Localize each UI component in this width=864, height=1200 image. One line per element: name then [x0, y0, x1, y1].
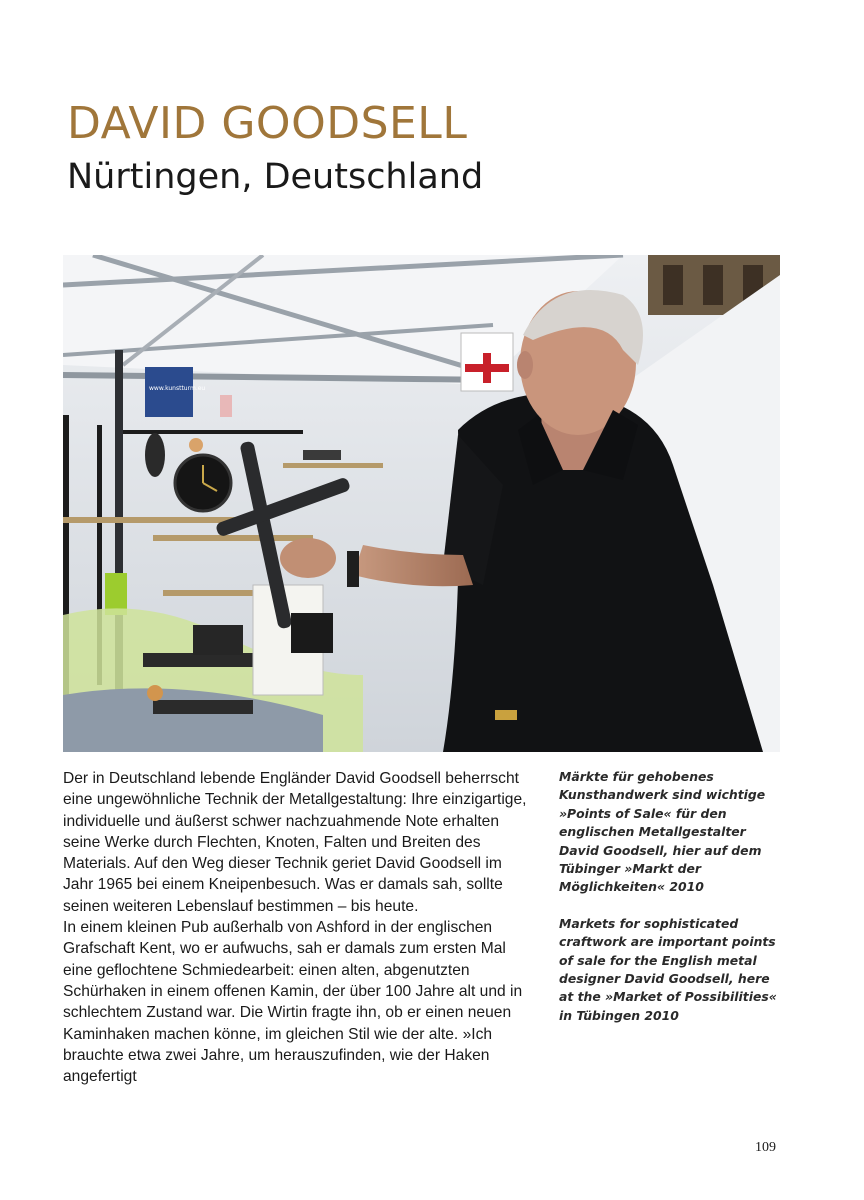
photo-man-holding-braided-iron-cross-icon — [63, 255, 780, 752]
body-paragraph-1: Der in Deutschland lebende Engländer David Goodsell beherrscht eine ungewöhnliche Technik der Metallgestaltung: Ihre einzigartige, individuelle und äußerst schwer nachzuahmende Note erhalten seine Werke durch Flechten, Knoten, Falten und Breiten des Materials. Auf den Weg dieser Technik geriet David Goodsell im Jahr 1965 bei einem Kneipenbesuch. Was er damals sah, sollte seinen weiteren Lebenslauf bestimmen – bis heute. — [63, 770, 527, 915]
sign-text: www.kunstturm.eu — [149, 385, 206, 392]
body-paragraph-2: In einem kleinen Pub außerhalb von Ashford in der englischen Grafschaft Kent, wo er aufwuchs, sah er damals zum ersten Mal eine geflochtene Schmiedearbeit: einen alten, abgenutzten Schürhaken in einem offenen Kamin, der über 100 Jahre alt und in schlechtem Zustand war. Die Wirtin fragte ihn, ob er einen neuen Kaminhaken machen könne, im gleichen Stil wie der alte. »Ich brauchte etwa zwei Jahre, um herauszufinden, wie der Haken angefertigt — [63, 919, 523, 1086]
caption-german: Märkte für gehobenes Kunsthandwerk sind wichtige »Points of Sale« für den englischen Metallgestalter David Goodsell, hier auf dem Tübinger »Markt der Möglichkeiten« 2010 — [559, 769, 766, 895]
page-number: 109 — [755, 1140, 776, 1155]
page-title: DAVID GOODSELL — [67, 98, 468, 149]
photo-caption — [559, 768, 784, 1043]
market-stall-photo — [63, 255, 780, 752]
caption-english: Markets for sophisticated craftwork are important points of sale for the English metal designer David Goodsell, here at the »Market of Possibilities« in Tübingen 2010 — [559, 915, 777, 1023]
page-subtitle: Nürtingen, Deutschland — [67, 157, 484, 197]
main-article-text — [63, 768, 533, 1087]
